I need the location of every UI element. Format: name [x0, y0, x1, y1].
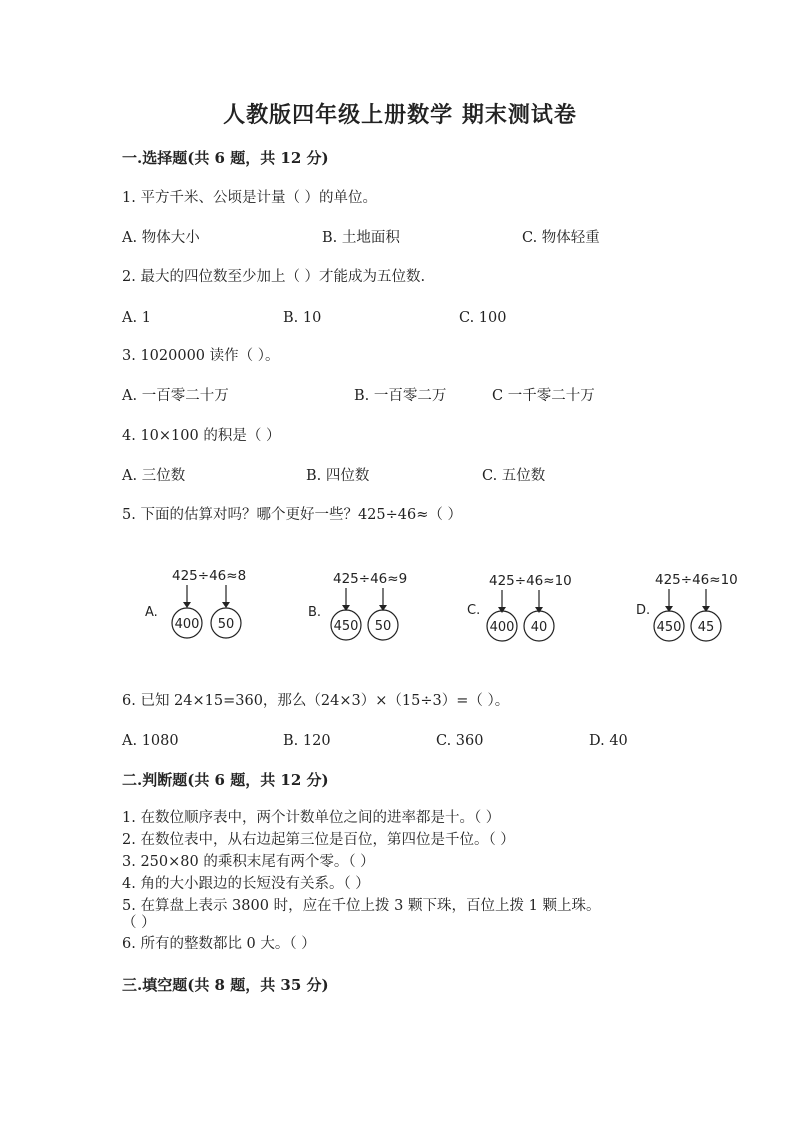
section-heading-choice: 一.选择题(共 6 题，共 12 分): [122, 149, 329, 167]
figure-label: D.: [636, 603, 651, 618]
option-a: A. 1080: [122, 733, 179, 749]
judgement-item: 5. 在算盘上表示 3800 时，应在千位上拨 3 颗下珠，百位上拨 1 颗上珠。: [122, 898, 601, 914]
figure-expression: 425÷46≈9: [333, 571, 408, 587]
question-text: 2. 最大的四位数至少加上（ ）才能成为五位数.: [122, 269, 426, 285]
option-c: C. 100: [459, 310, 507, 326]
judgement-item: 1. 在数位顺序表中，两个计数单位之间的进率都是十。（ ）: [122, 810, 501, 826]
section-heading-fill-blank: 三.填空题(共 8 题，共 35 分): [122, 976, 329, 994]
circle-value: 400: [489, 620, 515, 635]
figure-expression: 425÷46≈10: [655, 572, 738, 588]
option-b: B. 四位数: [306, 468, 370, 484]
judgement-item: 6. 所有的整数都比 0 大。（ ）: [122, 936, 316, 952]
circle-value: 50: [217, 617, 235, 632]
question-text: 3. 1020000 读作（ ）。: [122, 348, 280, 364]
estimation-figure-b: [303, 562, 443, 652]
question-text: 4. 10×100 的积是（ ）: [122, 428, 281, 444]
question-text: 5. 下面的估算对吗？哪个更好一些？425÷46≈（ ）: [122, 507, 462, 523]
option-b: B. 一百零二万: [354, 388, 447, 404]
circle-value: 45: [697, 620, 715, 635]
page-title: 人教版四年级上册数学 期末测试卷: [223, 102, 577, 128]
circle-value: 450: [333, 619, 359, 634]
circle-value: 40: [530, 620, 548, 635]
circle-value: 50: [374, 619, 392, 634]
figure-label: A.: [145, 605, 158, 620]
option-a: A. 1: [122, 310, 151, 326]
figure-label: B.: [308, 605, 322, 620]
circle-value: 450: [656, 620, 682, 635]
estimation-figure-c: [463, 562, 613, 652]
estimation-figure-d: [633, 562, 783, 652]
estimation-figure-a: [140, 562, 280, 652]
option-b: B. 120: [283, 733, 331, 749]
option-c: C. 物体轻重: [522, 230, 600, 246]
figure-expression: 425÷46≈10: [489, 573, 572, 589]
option-c: C. 五位数: [482, 468, 546, 484]
judgement-item: 4. 角的大小跟边的长短没有关系。（ ）: [122, 876, 370, 892]
option-a: A. 三位数: [122, 468, 186, 484]
section-heading-judgement: 二.判断题(共 6 题，共 12 分): [122, 771, 329, 789]
option-a: A. 物体大小: [122, 230, 200, 246]
judgement-item: 2. 在数位表中，从右边起第三位是百位，第四位是千位。（ ）: [122, 832, 515, 848]
option-c: C. 360: [436, 733, 484, 749]
circle-value: 400: [174, 617, 200, 632]
question-text: 6. 已知 24×15=360，那么（24×3）×（15÷3）=（ ）。: [122, 693, 510, 709]
option-d: D. 40: [589, 733, 628, 749]
question-text: 1. 平方千米、公顷是计量（ ）的单位。: [122, 190, 378, 206]
option-b: B. 10: [283, 310, 322, 326]
option-b: B. 土地面积: [322, 230, 400, 246]
option-a: A. 一百零二十万: [122, 388, 229, 404]
judgement-item: 3. 250×80 的乘积末尾有两个零。（ ）: [122, 854, 375, 870]
option-c: C 一千零二十万: [492, 388, 595, 404]
figure-label: C.: [467, 603, 481, 618]
figure-expression: 425÷46≈8: [172, 568, 247, 584]
judgement-item-continued: （ ）: [122, 915, 156, 931]
